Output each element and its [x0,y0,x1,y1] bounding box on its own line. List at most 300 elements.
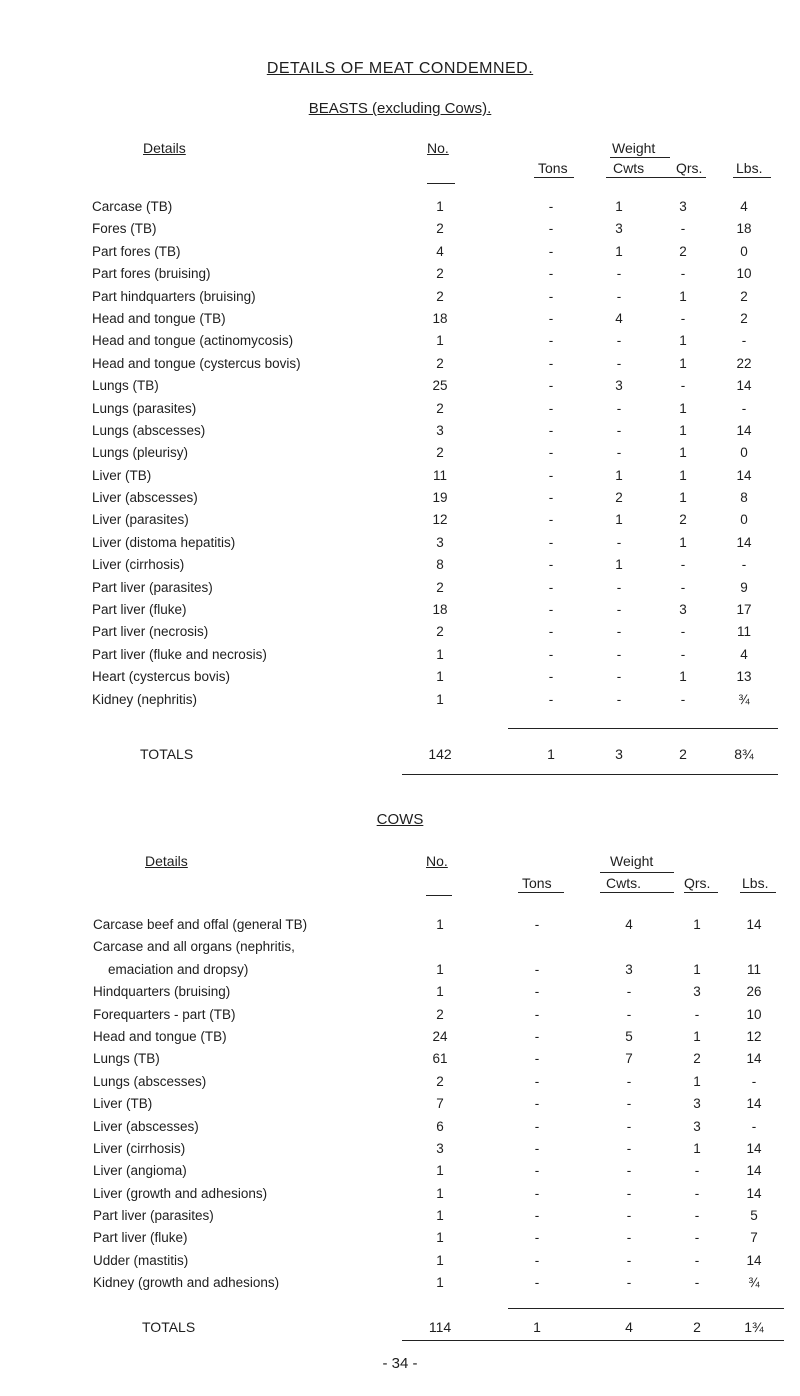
row-qrs: 1 [679,445,687,461]
totals-lbs: 8¾ [734,746,754,762]
row-qrs: 1 [679,422,687,438]
totals-label: TOTALS [142,1319,196,1335]
row-lbs: 8 [740,490,748,506]
row-detail: Liver (cirrhosis) [92,557,185,573]
row-tons: - [548,422,554,438]
row-detail: Lungs (abscesses) [92,422,206,438]
row-cwts: 3 [625,961,633,977]
table-row [0,622,800,644]
row-no: 1 [436,917,444,932]
row-tons: - [548,579,554,595]
row-lbs: 7 [750,1230,758,1246]
row-no: 24 [432,1028,448,1044]
row-qrs: 3 [679,199,687,214]
row-no: 1 [436,1208,444,1224]
row-cwts: - [616,333,622,349]
row-detail: Part liver (parasites) [92,579,213,595]
table-row [0,287,800,309]
row-lbs: 2 [740,288,748,304]
row-qrs: - [680,691,686,707]
tons-header: Tons [538,160,568,176]
qrs-header: Qrs. [676,160,703,176]
row-lbs: 14 [746,1185,762,1201]
row-detail: Part liver (necrosis) [92,624,209,640]
row-tons: - [534,984,540,1000]
row-qrs: - [680,310,686,326]
row-detail: Part liver (fluke and necrosis) [92,646,267,662]
row-detail: Liver (TB) [92,467,152,483]
row-no: 2 [436,221,444,237]
row-qrs: - [694,1275,700,1291]
row-no: 18 [432,310,448,326]
row-detail: Heart (cystercus bovis) [92,669,231,685]
row-qrs: - [680,557,686,573]
table-row [0,1206,800,1228]
row-qrs: 3 [693,1118,701,1134]
lbs-header: Lbs. [742,875,769,891]
table-row [0,354,800,376]
row-cwts: - [626,984,632,1000]
row-tons: - [534,1252,540,1268]
row-qrs: - [694,1252,700,1268]
totals-label: TOTALS [140,746,194,762]
row-no: 2 [436,579,444,595]
row-tons: - [548,602,554,618]
row-no: 1 [436,333,444,349]
row-tons: - [534,1163,540,1179]
row-lbs: 11 [746,961,761,977]
row-lbs: 0 [740,243,748,259]
table-row [0,331,800,353]
row-detail: Part liver (fluke) [93,1230,188,1246]
table-row [0,1005,800,1027]
table-row [0,264,800,286]
row-detail: Head and tongue (cystercus bovis) [92,355,301,371]
table-row [0,960,800,982]
row-detail: Part liver (fluke) [92,602,187,618]
row-no: 2 [436,445,444,461]
no-underline [426,895,452,896]
row-qrs: 2 [679,243,687,259]
row-qrs: - [680,646,686,662]
weight-header: Weight [610,853,654,869]
row-detail: Head and tongue (actinomycosis) [92,333,294,349]
row-qrs: 1 [679,467,687,483]
row-lbs: 2 [740,310,748,326]
totals-tons: 1 [547,746,555,762]
row-cwts: - [626,1230,632,1246]
details-header: Details [143,140,186,156]
page-number: - 34 - [382,1355,418,1372]
row-qrs: 3 [693,984,701,1000]
row-tons: - [548,467,554,483]
no-header: No. [427,140,449,156]
row-qrs: - [694,1006,700,1022]
row-tons: - [548,378,554,394]
row-cwts: - [616,400,622,416]
row-cwts: - [626,1252,632,1268]
table-row [0,555,800,577]
lbs-header: Lbs. [736,160,763,176]
table-row [0,510,800,532]
row-cwts: 4 [625,917,633,932]
table-row [0,690,800,712]
row-detail: Liver (abscesses) [93,1118,199,1134]
row-qrs: 2 [693,1051,701,1067]
row-no: 2 [436,624,444,640]
row-lbs: 4 [740,199,748,214]
row-detail: Liver (growth and adhesions) [93,1185,268,1201]
table-row [0,399,800,421]
row-no: 3 [436,422,444,438]
row-detail: Liver (cirrhosis) [93,1140,186,1156]
row-detail: Carcase beef and offal (general TB) [93,917,308,932]
row-no: 3 [436,1140,444,1156]
row-detail: Fores (TB) [92,221,157,237]
table-row [0,1184,800,1206]
no-underline [427,183,455,184]
row-no: 1 [436,984,444,1000]
table-row [0,1094,800,1116]
row-tons: - [534,1028,540,1044]
row-tons: - [548,490,554,506]
row-tons: - [548,199,554,214]
row-no: 1 [436,1230,444,1246]
row-tons: - [534,1096,540,1112]
row-qrs: 1 [693,917,701,932]
row-no: 2 [436,1073,444,1089]
row-qrs: 1 [679,534,687,550]
row-no: 61 [432,1051,448,1067]
table-row [0,466,800,488]
row-cwts: - [616,669,622,685]
row-no: 8 [436,557,444,573]
cows-total-bottom-rule [402,1340,784,1341]
table-row [0,219,800,241]
table-row [0,1139,800,1161]
row-no: 2 [436,266,444,282]
row-tons: - [548,333,554,349]
row-cwts: - [616,445,622,461]
row-no: 7 [436,1096,444,1112]
row-cwts: 5 [625,1028,633,1044]
lbs-underline [733,177,771,178]
row-cwts: - [626,1275,632,1291]
row-cwts: 3 [615,378,623,394]
row-no: 1 [436,961,444,977]
row-no: 1 [436,199,444,214]
row-lbs: ¾ [748,1275,760,1291]
row-qrs: 1 [679,355,687,371]
row-no: 1 [436,669,444,685]
row-lbs: - [751,1118,757,1134]
row-no: 18 [432,602,448,618]
row-detail: Hindquarters (bruising) [93,984,231,1000]
row-cwts: - [626,1096,632,1112]
row-lbs: 10 [736,266,752,282]
table-row [0,421,800,443]
row-tons: - [548,355,554,371]
row-tons: - [548,691,554,707]
table-row [0,1273,800,1295]
details-header: Details [145,853,188,869]
row-qrs: 1 [679,490,687,506]
row-tons: - [534,961,540,977]
row-detail: Part liver (parasites) [93,1208,214,1224]
row-detail: Kidney (growth and adhesions) [93,1275,280,1291]
row-qrs: 3 [679,602,687,618]
row-detail: Forequarters - part (TB) [93,1006,236,1022]
row-lbs: 26 [746,984,762,1000]
row-cwts: 4 [615,310,623,326]
row-lbs: 11 [736,624,751,640]
row-no: 2 [436,288,444,304]
row-lbs: 14 [736,467,752,483]
row-cwts: - [626,1140,632,1156]
table-row [0,915,800,937]
row-detail: Lungs (TB) [92,378,159,394]
row-detail: Part fores (bruising) [92,266,211,282]
row-qrs: - [680,221,686,237]
table-row [0,488,800,510]
row-lbs: 12 [746,1028,762,1044]
qrs-underline [684,892,718,893]
row-qrs: 1 [679,400,687,416]
row-detail: Kidney (nephritis) [92,691,198,707]
row-cwts: - [616,646,622,662]
cwts-header: Cwts [613,160,645,176]
row-lbs: ¾ [738,691,750,707]
row-detail: Liver (abscesses) [92,490,198,506]
table-row [0,937,800,959]
row-qrs: 1 [693,1140,701,1156]
cwts-qrs-underline [606,177,706,178]
row-cwts: - [616,579,622,595]
row-detail: Carcase (TB) [92,199,173,214]
table-row [0,1251,800,1273]
row-tons: - [534,1073,540,1089]
row-tons: - [534,1275,540,1291]
row-tons: - [548,445,554,461]
row-cwts: - [616,534,622,550]
row-cwts: 1 [615,243,623,259]
row-cwts: - [626,1118,632,1134]
row-cwts: - [626,1073,632,1089]
tons-underline [518,892,564,893]
row-tons: - [534,917,540,932]
row-qrs: - [680,579,686,595]
row-qrs: - [694,1230,700,1246]
cwts-header: Cwts. [606,875,641,891]
row-tons: - [548,266,554,282]
row-no: 1 [436,1185,444,1201]
table-row [0,667,800,689]
row-lbs: 14 [746,917,762,932]
row-lbs: - [741,557,747,573]
row-no: 12 [432,512,448,528]
row-qrs: 1 [679,288,687,304]
table-row [0,1161,800,1183]
table-row [0,197,800,219]
row-qrs: 1 [679,333,687,349]
totals-qrs: 2 [679,746,687,762]
row-lbs: 10 [746,1006,762,1022]
row-cwts: - [616,355,622,371]
row-qrs: - [694,1185,700,1201]
cows-heading: COWS [376,811,424,828]
beasts-heading: BEASTS (excluding Cows). [308,100,492,117]
table-row [0,645,800,667]
tons-header: Tons [522,875,552,891]
row-tons: - [548,534,554,550]
row-detail: Head and tongue (TB) [92,310,226,326]
row-lbs: 14 [746,1163,762,1179]
totals-cwts: 3 [615,746,623,762]
row-no: 1 [436,1275,444,1291]
row-tons: - [534,1051,540,1067]
row-lbs: 17 [736,602,752,618]
row-tons: - [534,1208,540,1224]
row-qrs: - [680,266,686,282]
row-tons: - [548,557,554,573]
row-tons: - [548,288,554,304]
weight-underline [600,872,674,873]
table-row [0,309,800,331]
row-no: 1 [436,1163,444,1179]
table-row [0,1027,800,1049]
row-no: 25 [432,378,448,394]
row-cwts: - [626,1185,632,1201]
row-cwts: - [616,422,622,438]
row-no: 3 [436,534,444,550]
row-detail: emaciation and dropsy) [108,961,249,977]
row-qrs: 1 [693,1028,701,1044]
row-cwts: - [616,602,622,618]
row-detail: Lungs (abscesses) [93,1073,207,1089]
table-row [0,1072,800,1094]
row-detail: Liver (angioma) [93,1163,187,1179]
row-tons: - [534,1118,540,1134]
row-detail: Part fores (TB) [92,243,181,259]
row-detail: Lungs (parasites) [92,400,197,416]
row-detail: Carcase and all organs (nephritis, [93,939,295,955]
cwts-underline [600,892,674,893]
row-lbs: 14 [746,1096,762,1112]
table-row [0,443,800,465]
row-lbs: 5 [750,1208,758,1224]
row-no: 11 [432,467,447,483]
row-tons: - [534,1140,540,1156]
row-lbs: 22 [736,355,752,371]
row-lbs: 18 [736,221,752,237]
row-no: 1 [436,646,444,662]
row-cwts: 1 [615,557,623,573]
tons-underline [534,177,574,178]
row-tons: - [548,310,554,326]
row-no: 2 [436,1006,444,1022]
row-detail: Lungs (TB) [93,1051,160,1067]
row-tons: - [548,646,554,662]
row-no: 1 [436,691,444,707]
row-cwts: 1 [615,199,623,214]
table-row [0,376,800,398]
row-cwts: - [626,1163,632,1179]
weight-header: Weight [612,140,656,156]
row-qrs: 1 [693,1073,701,1089]
cows-rows [0,915,800,1296]
row-tons: - [548,400,554,416]
row-cwts: 3 [615,221,623,237]
table-row [0,578,800,600]
row-detail: Udder (mastitis) [93,1252,189,1268]
row-cwts: 2 [615,490,623,506]
totals-qrs: 2 [693,1319,701,1335]
row-lbs: - [741,333,747,349]
table-row [0,1049,800,1071]
row-tons: - [534,1185,540,1201]
row-qrs: - [694,1163,700,1179]
qrs-header: Qrs. [684,875,711,891]
row-tons: - [534,1006,540,1022]
table-row [0,1117,800,1139]
row-detail: Liver (distoma hepatitis) [92,534,236,550]
row-tons: - [548,624,554,640]
weight-underline [610,157,670,158]
row-lbs: 14 [746,1252,762,1268]
row-qrs: 1 [679,669,687,685]
table-row [0,533,800,555]
row-tons: - [548,669,554,685]
page-title: DETAILS OF MEAT CONDEMNED. [266,60,534,77]
row-cwts: 1 [615,467,623,483]
totals-tons: 1 [533,1319,541,1335]
row-tons: - [548,221,554,237]
row-qrs: 3 [693,1096,701,1112]
row-lbs: 0 [740,512,748,528]
row-tons: - [548,243,554,259]
row-lbs: - [741,400,747,416]
table-row [0,982,800,1004]
row-detail: Head and tongue (TB) [93,1028,227,1044]
row-qrs: - [694,1208,700,1224]
beasts-total-top-rule [508,728,778,729]
row-detail: Lungs (pleurisy) [92,445,189,461]
row-cwts: - [626,1208,632,1224]
table-row [0,242,800,264]
row-lbs: 14 [736,422,752,438]
row-tons: - [534,1230,540,1246]
no-header: No. [426,853,448,869]
row-no: 2 [436,400,444,416]
row-cwts: - [616,691,622,707]
totals-lbs: 1¾ [744,1319,764,1335]
row-lbs: 13 [736,669,752,685]
row-cwts: - [616,266,622,282]
row-lbs: 14 [746,1140,762,1156]
row-cwts: - [616,288,622,304]
table-row [0,600,800,622]
row-lbs: 14 [736,378,752,394]
row-no: 19 [432,490,448,506]
row-cwts: - [616,624,622,640]
beasts-total-bottom-rule [402,774,778,775]
beasts-rows [0,197,800,712]
totals-no: 142 [428,746,452,762]
totals-cwts: 4 [625,1319,633,1335]
row-tons: - [548,512,554,528]
row-detail: Liver (TB) [93,1096,153,1112]
totals-no: 114 [428,1319,452,1335]
